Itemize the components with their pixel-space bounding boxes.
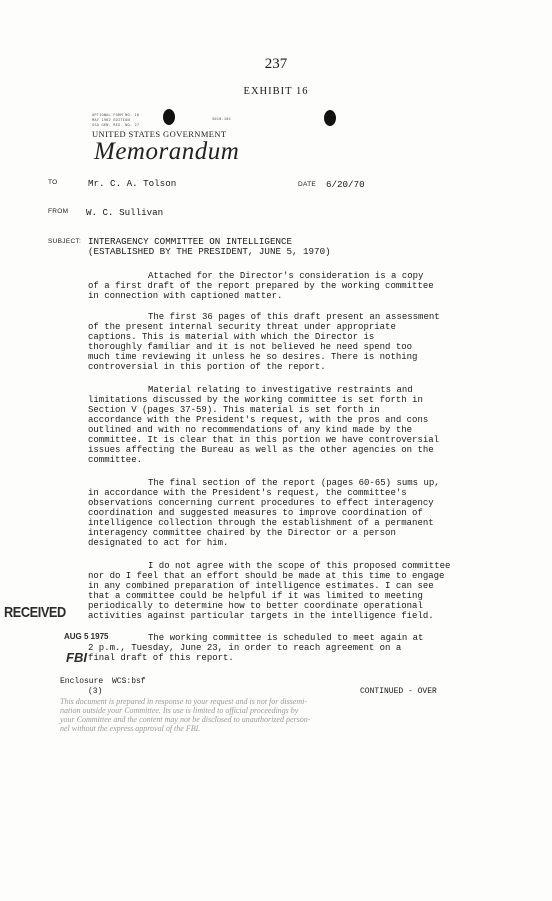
- notice-line-4: nel without the express approval of the FBI.: [60, 724, 201, 733]
- paragraph-5-line-5: periodically to determine how to better coordinate operational: [88, 601, 423, 611]
- agency-name: UNITED STATES GOVERNMENT: [92, 129, 227, 139]
- paragraph-5-line-2: nor do I feel that an effort should be made at this time to engage: [88, 571, 445, 581]
- paragraph-4-line-1: The final section of the report (pages 60-65) sums up,: [148, 478, 440, 488]
- date-stamp: AUG 5 1975: [64, 632, 109, 641]
- received-stamp: RECEIVED: [4, 604, 66, 621]
- page-number: 237: [264, 56, 288, 72]
- punch-hole-left: [163, 109, 175, 125]
- subject-line-1: INTERAGENCY COMMITTEE ON INTELLIGENCE: [88, 236, 292, 247]
- paragraph-4-line-3: observations concerning current procedures to effect interagency: [88, 498, 434, 508]
- paragraph-4-line-5: intelligence collection through the establishment of a permanent: [88, 518, 434, 528]
- paragraph-6-line-3: final draft of this report.: [88, 653, 234, 663]
- subject-label: SUBJECT:: [48, 238, 82, 245]
- paragraph-3-line-8: committee.: [88, 455, 143, 465]
- paragraph-3-line-1: Material relating to investigative restraints and: [148, 385, 413, 395]
- paragraph-2-line-1: The first 36 pages of this draft present an assessment: [148, 312, 440, 322]
- copies-count: (3): [88, 687, 103, 696]
- paragraph-2-line-2: of the present internal security threat under appropriate: [88, 322, 396, 332]
- paragraph-5-line-1: I do not agree with the scope of this proposed committee: [148, 561, 451, 571]
- punch-hole-right: [324, 110, 336, 126]
- form-line-1: OPTIONAL FORM NO. 10: [92, 113, 140, 117]
- paragraph-5-line-3: in any combined preparation of intelligence estimates. I can see: [88, 581, 434, 591]
- from-label: FROM: [48, 208, 69, 215]
- paragraph-3-line-2: limitations discussed by the working committee is set forth in: [88, 395, 423, 405]
- form-code: 5010-104: [212, 117, 231, 121]
- paragraph-1-line-2: of a first draft of the report prepared by the working committee: [88, 281, 434, 291]
- paragraph-2-line-6: controversial in this portion of the report.: [88, 362, 326, 372]
- paragraph-5-line-6: activities against particular targets in the intelligence field.: [88, 611, 434, 621]
- paragraph-4-line-6: interagency committee chaired by the Director or a person: [88, 528, 396, 538]
- typist-initials: WCS:bsf: [112, 677, 146, 686]
- paragraph-1-line-1: Attached for the Director's consideration is a copy: [148, 271, 424, 281]
- paragraph-2-line-3: captions. This is material with which the Director is: [88, 332, 375, 342]
- paragraph-3-line-4: accordance with the President's request, with the pros and cons: [88, 415, 429, 425]
- to-value: Mr. C. A. Tolson: [88, 178, 177, 189]
- fbi-stamp: FBI: [66, 650, 87, 665]
- notice-line-1: This document is prepared in response to your request and is not for dissemi-: [60, 697, 308, 706]
- memorandum-title: Memorandum: [94, 138, 240, 165]
- notice-line-3: your Committee and the content may not be disclosed to unauthorized person-: [60, 715, 311, 724]
- paragraph-3-line-5: outlined and with no recommendations of any kind made by the: [88, 425, 413, 435]
- form-line-3: GSA GEN. REG. NO. 27: [92, 123, 140, 127]
- paragraph-4-line-2: in accordance with the President's request, the committee's: [88, 488, 407, 498]
- form-line-2: MAY 1962 EDITION: [92, 118, 130, 122]
- enclosure-note: Enclosure: [60, 677, 104, 686]
- paragraph-5-line-4: that a committee could be helpful if it was limited to meeting: [88, 591, 423, 601]
- paragraph-4-line-7: designated to act for him.: [88, 538, 229, 548]
- exhibit-label: EXHIBIT 16: [243, 86, 309, 97]
- paragraph-2-line-5: much time reviewing it unless he so desires. There is nothing: [88, 352, 418, 362]
- to-label: TO: [48, 179, 58, 186]
- subject-line-2: (ESTABLISHED BY THE PRESIDENT, JUNE 5, 1970): [88, 246, 331, 257]
- paragraph-3-line-3: Section V (pages 37-59). This material is set forth in: [88, 405, 380, 415]
- continued-over: CONTINUED - OVER: [360, 687, 437, 696]
- paragraph-6-line-2: 2 p.m., Tuesday, June 23, in order to reach agreement on a: [88, 643, 402, 653]
- date-label: DATE: [298, 181, 317, 188]
- notice-line-2: nation outside your Committee. Its use is limited to official proceedings by: [60, 706, 299, 715]
- date-value: 6/20/70: [326, 179, 365, 190]
- paragraph-1-line-3: in connection with captioned matter.: [88, 291, 283, 301]
- paragraph-4-line-4: coordination and suggested measures to improve coordination of: [88, 508, 423, 518]
- paragraph-6-line-1: The working committee is scheduled to meet again at: [148, 633, 424, 643]
- paragraph-3-line-7: issues affecting the Bureau as well as the other agencies on the: [88, 445, 434, 455]
- from-value: W. C. Sullivan: [86, 207, 164, 218]
- paragraph-2-line-4: thoroughly familiar and it is not believed he need spend too: [88, 342, 413, 352]
- paragraph-3-line-6: committee. It is clear that in this portion we have controversial: [88, 435, 440, 445]
